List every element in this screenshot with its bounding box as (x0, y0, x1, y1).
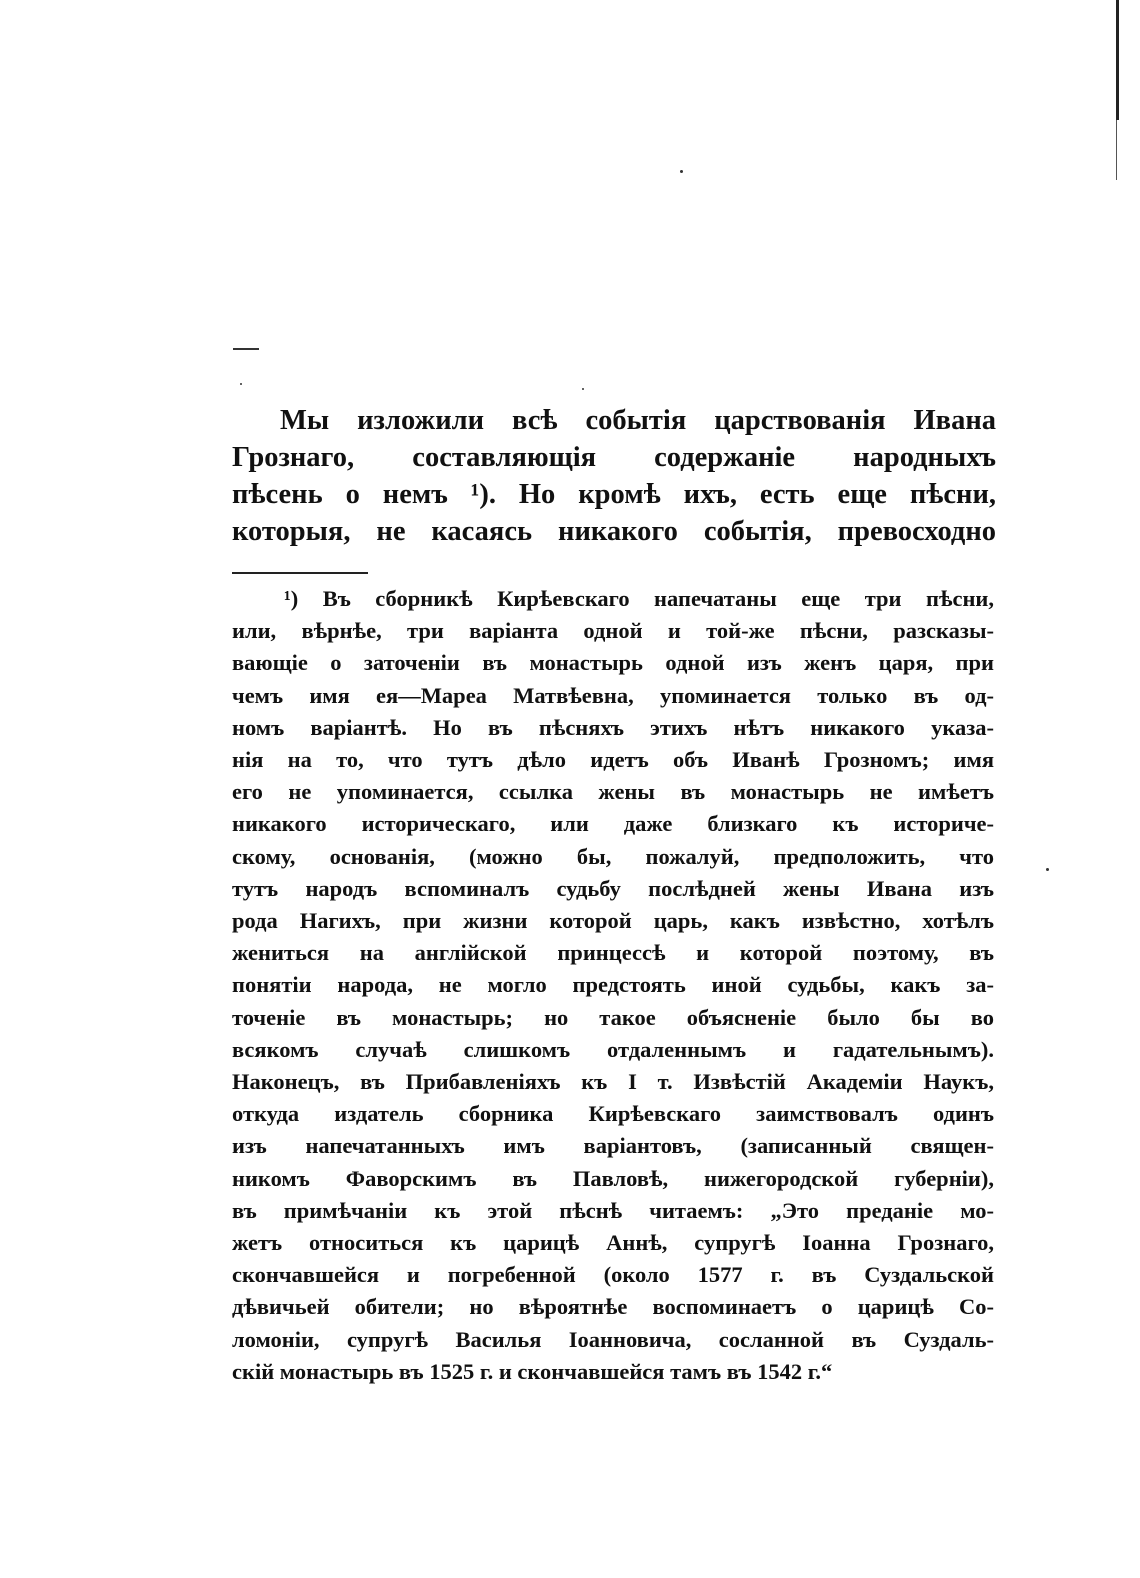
footnote-line: Наконецъ, въ Прибавленіяхъ къ I т. Извѣстій Академіи Наукъ, (232, 1069, 994, 1095)
footnote-line: скончавшейся и погребенной (около 1577 г. въ Суздальской (232, 1262, 994, 1288)
footnote (232, 583, 994, 1388)
footnote-line: скій монастырь въ 1525 г. и скончавшейся тамъ въ 1542 г.“ (232, 1358, 833, 1384)
footnote-line: никакого историческаго, или даже близкаго къ историче- (232, 811, 994, 837)
scan-edge-line (1116, 0, 1119, 120)
footnote-separator (232, 572, 368, 574)
footnote-line: вающіе о заточеніи въ монастырь одной изъ женъ царя, при (232, 650, 994, 676)
footnote-line: всякомъ случаѣ слишкомъ отдаленнымъ и гадательнымъ). (232, 1036, 994, 1062)
main-text-line: Грознаго, составляющія содержаніе народныхъ (232, 442, 996, 473)
footnote-line: рода Нагихъ, при жизни которой царь, какъ извѣстно, хотѣлъ (232, 908, 994, 934)
footnote-line: скому, основанія, (можно бы, пожалуй, предположить, что (232, 843, 994, 869)
footnote-line: нія на то, что тутъ дѣло идетъ объ Иванѣ Грозномъ; имя (232, 747, 994, 773)
scan-dash-mark (233, 348, 259, 350)
footnote-line: жениться на англійской принцессѣ и которой поэтому, въ (232, 940, 994, 966)
footnote-line: чемъ имя ея—Мареа Матвѣевна, упоминается только въ од- (232, 682, 994, 708)
footnote-line: дѣвичьей обители; но вѣроятнѣе воспоминаетъ о царицѣ Со- (232, 1294, 994, 1320)
footnote-line: или, вѣрнѣе, три варіанта одной и той-же пѣсни, разсказы- (232, 618, 994, 644)
footnote-line: ломоніи, супругѣ Василья Іоанновича, сосланной въ Суздаль- (232, 1326, 994, 1352)
footnote-line: его не упоминается, ссылка жены въ монастырь не имѣетъ (232, 779, 994, 805)
footnote-line: понятіи народа, не могло предстоять иной судьбы, какъ за- (232, 972, 994, 998)
footnote-line: изъ напечатанныхъ имъ варіантовъ, (записанный священ- (232, 1133, 994, 1159)
footnote-line: откуда издатель сборника Кирѣевскаго заимствовалъ одинъ (232, 1101, 994, 1127)
main-text (232, 402, 996, 550)
scan-speck (680, 170, 683, 173)
footnote-line: номъ варіантѣ. Но въ пѣсняхъ этихъ нѣтъ никакого указа- (232, 714, 994, 740)
main-text-line: Мы изложили всѣ событія царствованія Ивана (280, 405, 996, 436)
scan-speck (240, 383, 242, 385)
footnote-line: никомъ Фаворскимъ въ Павловѣ, нижегородской губерніи), (232, 1165, 994, 1191)
scan-speck (582, 388, 584, 390)
footnote-line: въ примѣчаніи къ этой пѣснѣ читаемъ: „Это преданіе мо- (232, 1197, 994, 1223)
footnote-line: тутъ народъ вспоминалъ судьбу послѣдней жены Ивана изъ (232, 875, 994, 901)
footnote-line: ¹) Въ сборникѣ Кирѣевскаго напечатаны еще три пѣсни, (284, 586, 994, 611)
main-text-line: пѣсень о немъ ¹). Но кромѣ ихъ, есть еще пѣсни, (232, 479, 996, 510)
footnote-line: точеніе въ монастырь; но такое объясненіе было бы во (232, 1004, 994, 1030)
scan-speck (1046, 868, 1049, 871)
scan-edge-line-faint (1116, 120, 1117, 180)
footnote-line: жетъ относиться къ царицѣ Аннѣ, супругѣ Іоанна Грознаго, (232, 1230, 994, 1256)
main-text-line: которыя, не касаясь никакого событія, превосходно (232, 516, 996, 547)
